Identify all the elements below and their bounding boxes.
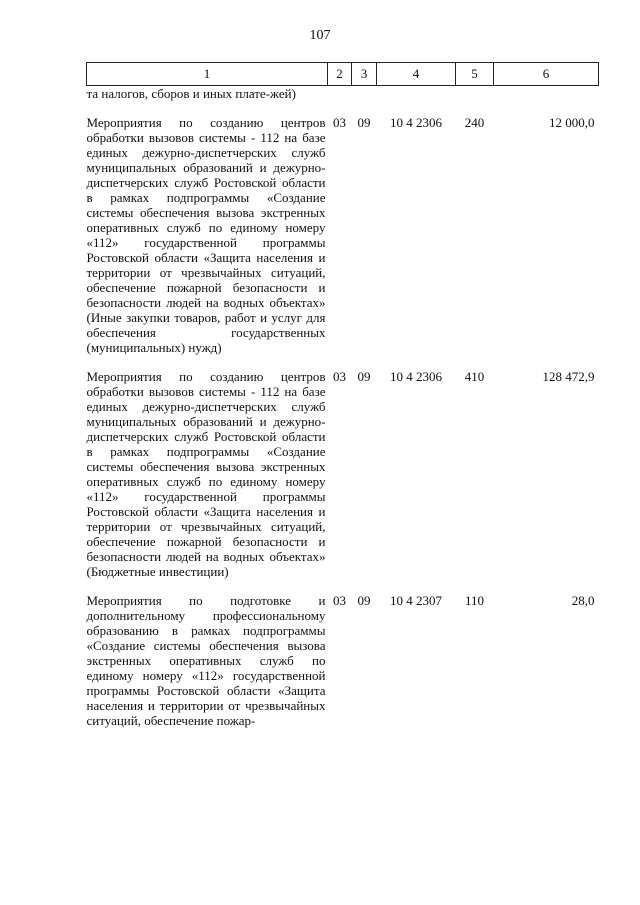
row-expense-type: 410 <box>464 369 485 384</box>
table-row <box>87 369 599 579</box>
header-col-3: 3 <box>352 63 377 86</box>
row-section: 03 <box>333 369 346 384</box>
table-row <box>87 115 599 355</box>
row-description: Мероприятия по созданию центров обработки вызовов системы - 112 на базе единых дежурно-диспетчерских служб муниципальных образований и дежурно-диспетчерских служб Ростовской области в рамках подпрограммы «Создание системы обеспечения вызова экстренных оперативных служб по единому номеру «112» государственной программы Ростовской области «Защита населения и территории от чрезвычайных ситуаций, обеспечение пожарной безопасности и безопасности людей на водных объектах» (Иные закупки товаров, работ и услуг для обеспечения государственных (муниципальных) нужд) <box>86 115 326 355</box>
header-col-1: 1 <box>87 63 328 86</box>
header-col-4: 4 <box>377 63 456 86</box>
row-expense-type: 110 <box>464 593 485 608</box>
table-row <box>87 593 599 728</box>
header-col-5: 5 <box>456 63 494 86</box>
header-col-2: 2 <box>328 63 352 86</box>
row-target-article: 10 4 2306 <box>390 115 442 130</box>
row-amount: 128 472,9 <box>542 369 595 384</box>
row-subsection: 09 <box>357 115 371 130</box>
page-number: 107 <box>309 28 331 43</box>
row-target-article: 10 4 2307 <box>390 593 442 608</box>
table-header <box>87 63 599 86</box>
row-subsection: 09 <box>357 593 371 608</box>
row-description: Мероприятия по созданию центров обработки вызовов системы - 112 на базе единых дежурно-диспетчерских служб муниципальных образований и дежурно-диспетчерских служб Ростовской области в рамках подпрограммы «Создание системы обеспечения вызова экстренных оперативных служб по единому номеру «112» государственной программы Ростовской области «Защита населения и территории от чрезвычайных ситуаций, обеспечение пожарной безопасности и безопасности людей на водных объектах» (Бюджетные инвестиции) <box>86 369 326 579</box>
row-subsection: 09 <box>357 369 371 384</box>
header-col-6: 6 <box>494 63 599 86</box>
row-target-article: 10 4 2306 <box>390 369 442 384</box>
row-description: Мероприятия по подготовке и дополнительному профессиональному образованию в рамках подпрограммы «Создание системы обеспечения вызова экстренных оперативных служб по единому номеру «112» государственной программы Ростовской области «Защита населения и территории от чрезвычайных ситуаций, обеспечение пожар- <box>86 593 326 728</box>
row-amount: 12 000,0 <box>549 115 595 130</box>
row-section: 03 <box>333 115 346 130</box>
continuation-text: та налогов, сборов и иных плате-жей) <box>86 86 296 101</box>
budget-table <box>86 62 599 728</box>
row-amount: 28,0 <box>571 593 595 608</box>
row-section: 03 <box>333 593 346 608</box>
table-row-continuation <box>87 86 599 102</box>
row-expense-type: 240 <box>464 115 485 130</box>
